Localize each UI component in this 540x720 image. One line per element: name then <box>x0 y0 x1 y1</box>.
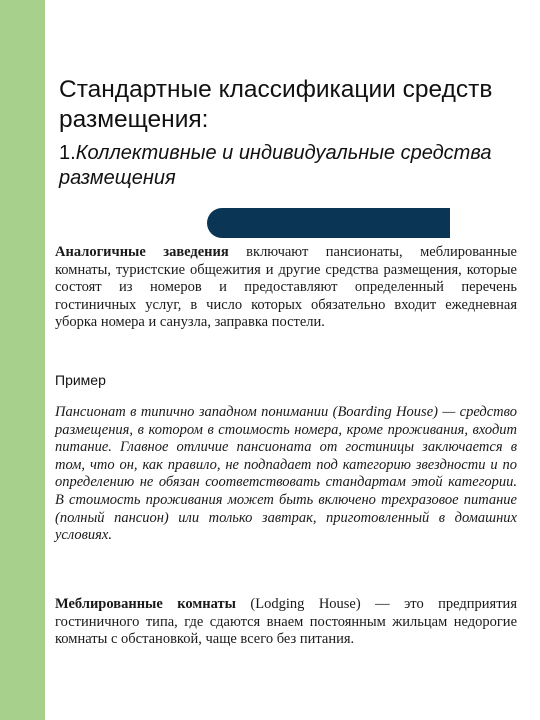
slide-subtitle <box>59 141 529 191</box>
slide-title: Стандартные классификации средств размещения: <box>59 76 493 133</box>
scan-paragraph-lodging <box>55 596 517 649</box>
scan-paragraph-analogous <box>55 244 517 332</box>
term-lodging: Меблированные комнаты <box>55 596 236 612</box>
decorative-title-bar <box>207 208 450 238</box>
example-label: Пример <box>55 372 106 388</box>
analogous-text: включают пансионаты, меблированные комнаты, туристские общежития и другие средства размещения, которые состоят из номеров и предоставляют определенный перечень гостиничных услуг, в число которых обязательно входит ежедневная уборка номера и санузла, заправка постели. <box>55 244 517 331</box>
side-decor-band <box>0 0 45 720</box>
scan-paragraph-example: Пансионат в типично западном понимании (Boarding House) — средство размещения, в котором в стоимость номера, кроме проживания, входит питание. Главное отличие пансионата от гостиницы заключается в том, что он, как правило, не подпадает под категорию звездности и по определению не обязан соответствовать стандартам этой категории. В стоимость проживания может быть включено трехразовое питание (полный пансион) или только завтрак, приготовленный в домашних условиях. <box>55 404 517 544</box>
subtitle-number: 1. <box>59 142 76 164</box>
term-analogous: Аналогичные заведения <box>55 244 229 260</box>
lodging-text: (Lodging House) — это предприятия гостиничного типа, где сдаются внаем постоянным жильцам недорогие комнаты с обстановкой, чаще всего без питания. <box>55 596 517 648</box>
subtitle-text: Коллективные и индивидуальные средства размещения <box>59 142 492 189</box>
